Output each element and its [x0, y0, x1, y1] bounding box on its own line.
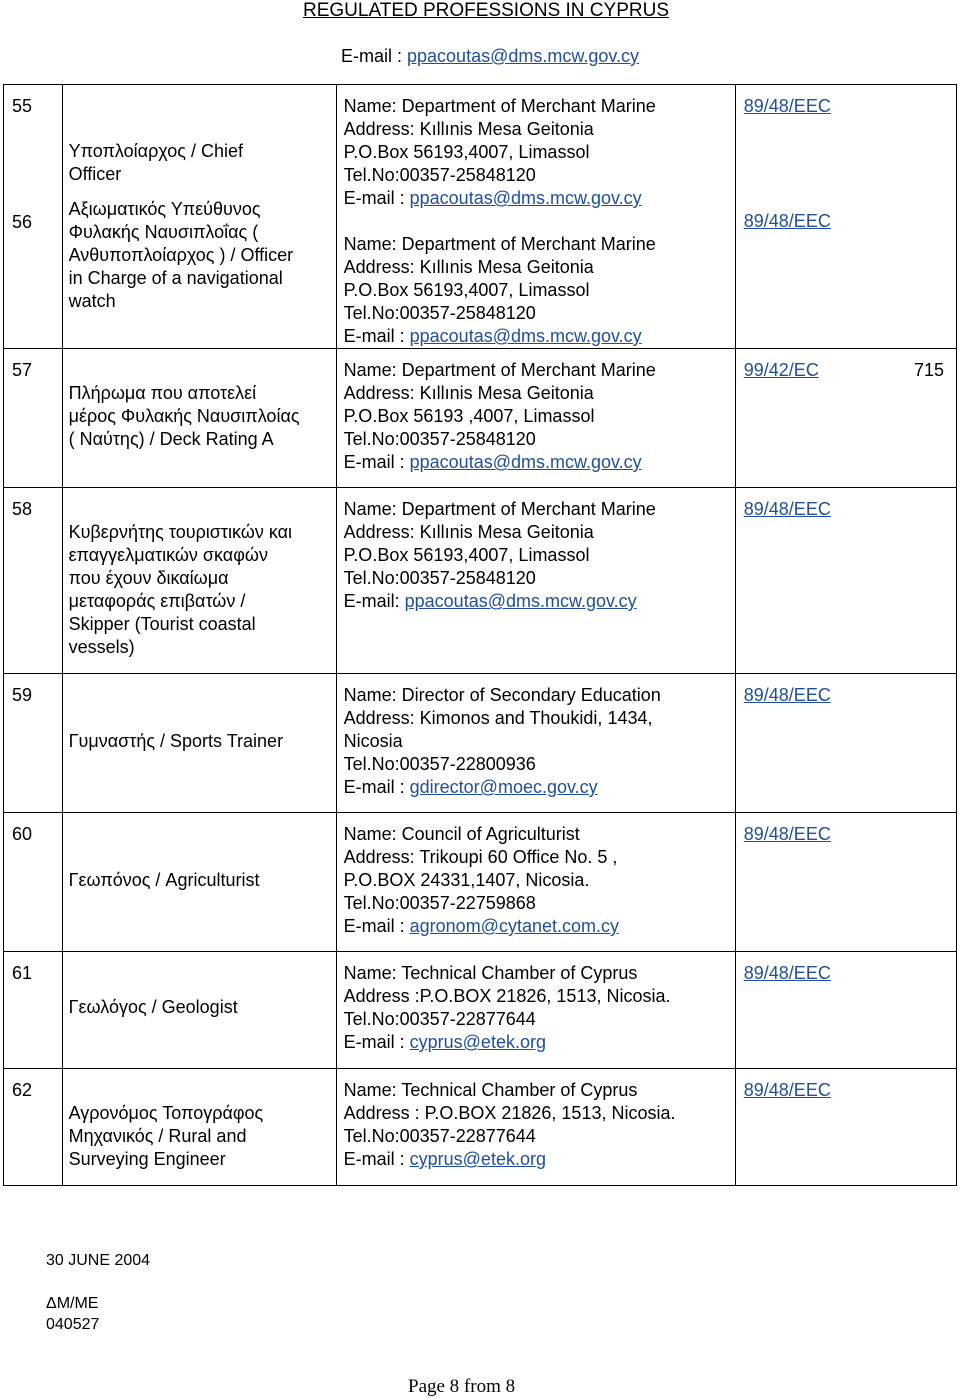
profession-line: Officer [68, 164, 122, 184]
authority-line: Name: Council of Agriculturist [343, 824, 580, 844]
profession-line: vessels) [68, 637, 135, 657]
footer-ref-number: 040527 [46, 1316, 100, 1333]
email-link[interactable]: cyprus@etek.org [409, 1032, 546, 1052]
authority-line: Name: Department of Merchant Marine [343, 499, 656, 519]
profession-line: Μηχανικός / Rural and [68, 1126, 247, 1146]
profession-line: Γεωπόνος / Agriculturist [68, 870, 260, 890]
directive-link[interactable]: 89/48/EEC [743, 824, 831, 844]
authority-line: Nicosia [343, 731, 403, 751]
authority-line: Tel.No:00357-22877644 [343, 1126, 536, 1146]
authority-line: Name: Technical Chamber of Cyprus [343, 1080, 638, 1100]
authority-email-line [344, 451, 735, 474]
email-label: E-mail: [343, 591, 405, 611]
authority-email-line [344, 1148, 735, 1171]
authority-line: Name: Department of Merchant Marine [343, 96, 656, 116]
authority-email-line [344, 325, 735, 348]
email-label: E-mail : [343, 452, 410, 472]
profession-line: Skipper (Tourist coastal [68, 614, 256, 634]
table-row [4, 85, 957, 349]
email-label: E-mail : [343, 1149, 410, 1169]
page-title: REGULATED PROFESSIONS IN CYPRUS [303, 0, 669, 21]
directive-link[interactable]: 89/48/EEC [743, 963, 831, 983]
directive-link[interactable]: 89/48/EEC [743, 96, 831, 116]
authority-line: Tel.No:00357-22877644 [343, 1009, 536, 1029]
email-label: E-mail : [343, 326, 410, 346]
email-link[interactable]: gdirector@moec.gov.cy [409, 777, 598, 797]
authority-email-line [344, 915, 735, 938]
email-link[interactable]: ppacoutas@dms.mcw.gov.cy [404, 591, 637, 611]
authority-line: P.O.Box 56193,4007, Limassol [343, 280, 590, 300]
professions-table [3, 84, 957, 1186]
email-link[interactable]: ppacoutas@dms.mcw.gov.cy [409, 188, 642, 208]
authority-line: P.O.Box 56193 ,4007, Limassol [343, 406, 595, 426]
directive-link[interactable]: 89/48/EEC [743, 211, 831, 231]
table-row [4, 813, 957, 952]
page-number: Page 8 from 8 [408, 1376, 516, 1397]
authority-line: Address: Kıllınis Mesa Geitonia [343, 522, 594, 542]
profession-line: Γεωλόγος / Geologist [68, 997, 238, 1017]
authority-line: Address : P.O.BOX 21826, 1513, Nicosia. [343, 1103, 676, 1123]
profession-line: Φυλακής Ναυσιπλοΐας ( [68, 222, 259, 242]
row-number: 56 [12, 212, 33, 232]
profession-line: Υποπλοίαρχος / Chief [68, 141, 243, 161]
directive-link[interactable]: 89/48/EEC [743, 499, 831, 519]
authority-line: P.O.Box 56193,4007, Limassol [343, 545, 590, 565]
authority-line: Tel.No:00357-25848120 [343, 429, 536, 449]
email-label: E-mail : [343, 188, 410, 208]
row-number: 62 [12, 1080, 33, 1100]
profession-line: in Charge of a navigational [68, 268, 283, 288]
authority-email-line [344, 1031, 735, 1054]
table-row [4, 349, 957, 488]
row-number: 59 [12, 685, 33, 705]
authority-line: P.O.Box 56193,4007, Limassol [343, 142, 590, 162]
email-label: E-mail : [343, 916, 410, 936]
row-number: 55 [12, 96, 33, 116]
authority-email-line [344, 590, 735, 613]
profession-line: Αγρονόμος Τοπογράφος [68, 1103, 264, 1123]
table-row [4, 952, 957, 1069]
email-label: E-mail : [341, 46, 408, 66]
authority-line: Tel.No:00357-22759868 [343, 893, 536, 913]
directive-link[interactable]: 89/48/EEC [743, 1080, 831, 1100]
profession-line: που έχουν δικαίωμα [68, 568, 229, 588]
email-link[interactable]: agronom@cytanet.com.cy [409, 916, 619, 936]
profession-line: Πλήρωμα που αποτελεί [68, 383, 257, 403]
profession-line: Αξιωματικός Υπεύθυνος [68, 199, 261, 219]
row-number: 61 [12, 963, 33, 983]
profession-line: Surveying Engineer [68, 1149, 226, 1169]
authority-line: Name: Department of Merchant Marine [343, 360, 656, 380]
profession-line: μεταφοράς επιβατών / [68, 591, 246, 611]
authority-line: Address :P.O.BOX 21826, 1513, Nicosia. [343, 986, 671, 1006]
email-label: E-mail : [343, 777, 410, 797]
directive-link[interactable]: 89/48/EEC [743, 685, 831, 705]
directive-link[interactable]: 99/42/EC [743, 360, 819, 380]
authority-email-line [344, 776, 735, 799]
profession-line: watch [68, 291, 116, 311]
email-label: E-mail : [343, 1032, 410, 1052]
row-number: 57 [12, 360, 33, 380]
authority-line: Name: Director of Secondary Education [343, 685, 661, 705]
authority-line: Tel.No:00357-25848120 [343, 165, 536, 185]
authority-line: Tel.No:00357-25848120 [343, 568, 536, 588]
email-link[interactable]: cyprus@etek.org [409, 1149, 546, 1169]
profession-line: επαγγελματικών σκαφών [68, 545, 268, 565]
authority-line: Address: Kıllınis Mesa Geitonia [343, 119, 594, 139]
authority-line: Address: Trikoupi 60 Office No. 5 , [343, 847, 618, 867]
authority-line: Name: Department of Merchant Marine [343, 234, 656, 254]
top-email-fragment [341, 46, 639, 67]
authority-email-line [344, 187, 735, 210]
email-link[interactable]: ppacoutas@dms.mcw.gov.cy [409, 326, 642, 346]
footer-ref: ΔΜ/ΜΕ [46, 1295, 99, 1312]
extra-number: 715 [913, 360, 944, 380]
row-number: 58 [12, 499, 33, 519]
profession-line: Κυβερνήτης τουριστικών και [68, 522, 293, 542]
authority-line: Address: Kıllınis Mesa Geitonia [343, 383, 594, 403]
table-row [4, 674, 957, 813]
profession-line: Γυμναστής / Sports Trainer [68, 731, 284, 751]
row-number: 60 [12, 824, 33, 844]
profession-line: Ανθυποπλοίαρχος ) / Officer [68, 245, 294, 265]
authority-line: Address: Kıllınis Mesa Geitonia [343, 257, 594, 277]
authority-line: Tel.No:00357-25848120 [343, 303, 536, 323]
email-link[interactable]: ppacoutas@dms.mcw.gov.cy [407, 46, 640, 66]
profession-line: ( Ναύτης) / Deck Rating A [68, 429, 274, 449]
table-row [4, 488, 957, 674]
authority-line: Address: Kimonos and Thoukidi, 1434, [343, 708, 653, 728]
profession-line: μέρος Φυλακής Ναυσιπλοίας [68, 406, 300, 426]
table-row [4, 1069, 957, 1186]
email-link[interactable]: ppacoutas@dms.mcw.gov.cy [409, 452, 642, 472]
authority-line: Tel.No:00357-22800936 [343, 754, 536, 774]
authority-line: Name: Technical Chamber of Cyprus [343, 963, 638, 983]
footer-date: 30 JUNE 2004 [46, 1252, 151, 1269]
authority-line: P.O.BOX 24331,1407, Nicosia. [343, 870, 590, 890]
